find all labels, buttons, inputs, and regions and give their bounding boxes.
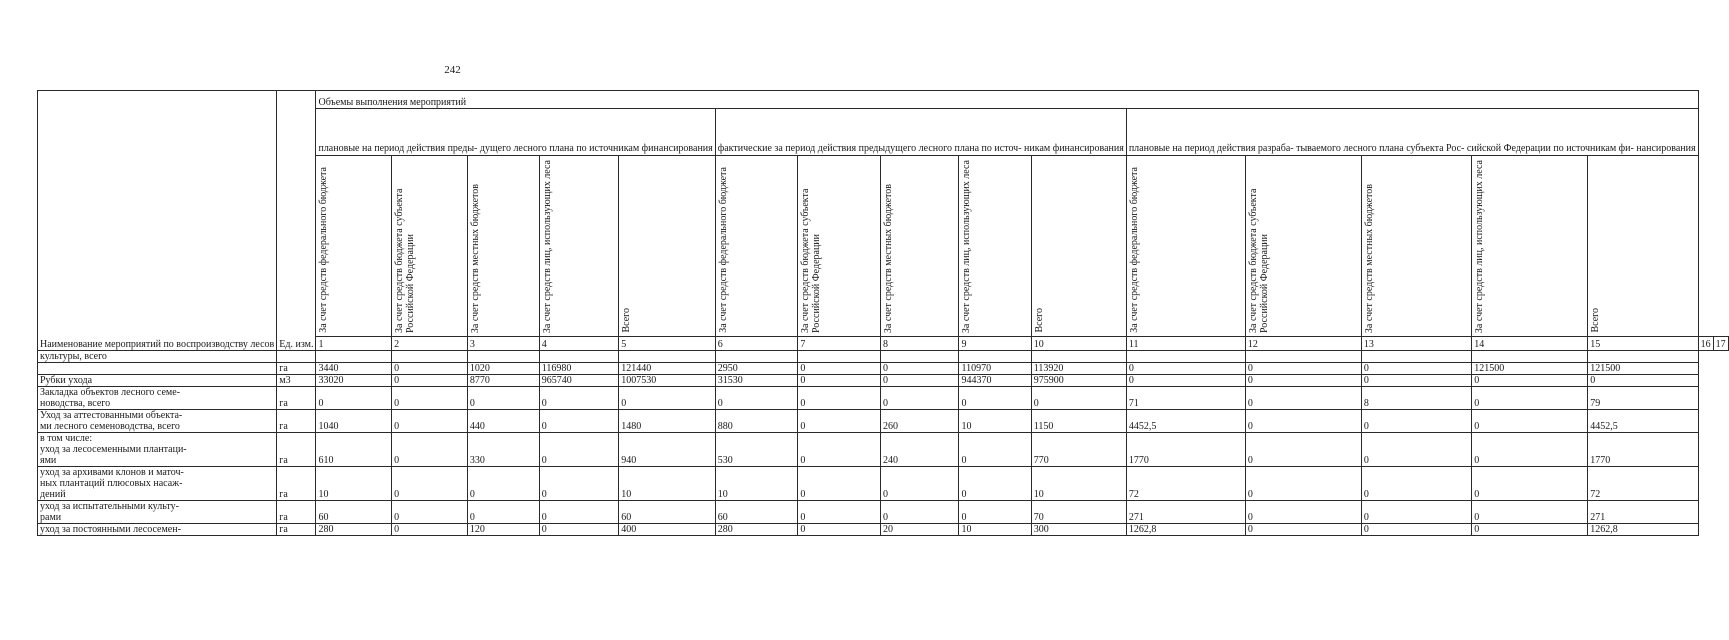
value-cell: 33020 [316,375,392,387]
value-cell: 400 [619,524,716,536]
value-cell: 0 [1472,467,1588,501]
activity-name [38,375,277,387]
value-cell: 260 [880,410,958,433]
value-cell: 2950 [715,363,798,375]
column-number: 14 [1472,337,1588,351]
value-cell: 72 [1588,467,1698,501]
value-cell [392,351,468,363]
column-number: 8 [880,337,958,351]
table-row [38,410,1729,433]
value-cell: 0 [1361,467,1471,501]
funding-source-header [715,156,798,337]
activity-name-line: Рубки ухода [40,375,93,386]
funding-source-header [880,156,958,337]
column-number: 11 [1126,337,1245,351]
value-cell: 0 [798,501,881,524]
activity-name [38,351,277,363]
value-cell: 0 [1472,524,1588,536]
value-cell: 0 [539,410,618,433]
value-cell [539,351,618,363]
value-cell: 0 [1472,387,1588,410]
measures-table [37,90,1729,536]
funding-source-header [959,156,1031,337]
value-cell: 0 [539,467,618,501]
value-cell: 8 [1361,387,1471,410]
value-cell: 0 [798,387,881,410]
activity-name-line: Уход за аттестованными объекта- [40,410,183,421]
table-row [38,524,1729,536]
column-number: 6 [715,337,798,351]
value-cell [316,351,392,363]
funding-source-header [798,156,881,337]
table-row [38,433,1729,467]
funding-source-label: Всего [1590,308,1602,333]
funding-source-header [1361,156,1471,337]
value-cell: 0 [392,363,468,375]
value-cell: 1040 [316,410,392,433]
column-number: 5 [619,337,716,351]
activity-name-line: ми лесного семеноводства, всего [40,421,180,432]
column-number: 12 [1245,337,1361,351]
value-cell: 0 [539,501,618,524]
activity-name-line: уход за постоянными лесосемен- [40,524,181,535]
value-cell: 944370 [959,375,1031,387]
value-cell [798,351,881,363]
funding-source-label: За счет средств лиц, использующих леса [1474,159,1486,333]
column-number: 4 [539,337,618,351]
value-cell: 10 [959,410,1031,433]
value-cell: 0 [392,375,468,387]
column-number: 13 [1361,337,1471,351]
unit-cell: га [277,524,316,536]
funding-source-label: За счет средств лиц, использующих леса [541,159,553,333]
value-cell [1031,351,1126,363]
value-cell: 60 [619,501,716,524]
unit-cell: м3 [277,375,316,387]
table-row [38,351,1729,363]
value-cell: 0 [715,387,798,410]
activity-name-line: рами [40,512,62,523]
table-row [38,467,1729,501]
value-cell: 0 [539,524,618,536]
column-number: 16 [1698,337,1713,351]
value-cell: 1020 [467,363,539,375]
value-cell: 0 [959,467,1031,501]
page-number: 242 [444,64,461,76]
unit-cell: га [277,410,316,433]
funding-source-header [539,156,618,337]
activity-name-line: ями [40,455,57,466]
funding-source-header [1031,156,1126,337]
value-cell: 0 [798,363,881,375]
value-cell: 0 [467,387,539,410]
value-cell: 31530 [715,375,798,387]
value-cell [959,351,1031,363]
value-cell: 1150 [1031,410,1126,433]
value-cell: 121440 [619,363,716,375]
group-planned-current: плановые на период действия разраба- тываемого лесного плана субъекта Рос- сийской Федерации по источникам фи- нансирования [1126,109,1698,156]
funding-source-label: За счет средств бюджета субъекта Российской Федерации [800,188,823,333]
value-cell [619,351,716,363]
column-number: 10 [1031,337,1126,351]
funding-source-label: За счет средств федерального бюджета [1128,167,1140,333]
value-cell: 4452,5 [1588,410,1698,433]
value-cell: 0 [539,433,618,467]
funding-source-label: Всего [1033,308,1045,333]
value-cell: 0 [1245,467,1361,501]
value-cell: 940 [619,433,716,467]
value-cell: 0 [392,410,468,433]
value-cell: 0 [1245,524,1361,536]
activity-name-line [40,364,274,374]
table-row [38,387,1729,410]
value-cell: 300 [1031,524,1126,536]
value-cell [467,351,539,363]
value-cell: 0 [1472,410,1588,433]
value-cell: 0 [316,387,392,410]
unit-cell: га [277,501,316,524]
value-cell: 0 [798,410,881,433]
value-cell: 0 [1361,501,1471,524]
value-cell: 121500 [1588,363,1698,375]
value-cell: 330 [467,433,539,467]
value-cell: 271 [1126,501,1245,524]
activity-name-line: в том числе: [40,433,93,444]
value-cell: 0 [880,363,958,375]
funding-source-label: За счет средств лиц, использующих леса [961,159,973,333]
value-cell: 0 [798,433,881,467]
value-cell: 110970 [959,363,1031,375]
funding-source-header [467,156,539,337]
funding-source-label: За счет средств местных бюджетов [1363,183,1375,333]
unit-cell: га [277,363,316,375]
unit-cell [277,351,316,363]
value-cell: 0 [1361,524,1471,536]
value-cell: 0 [959,433,1031,467]
value-cell: 10 [619,467,716,501]
unit-cell: га [277,387,316,410]
value-cell: 0 [1361,363,1471,375]
table-row [38,501,1729,524]
value-cell: 0 [539,387,618,410]
value-cell: 0 [392,387,468,410]
value-cell: 610 [316,433,392,467]
table-row [38,375,1729,387]
value-cell: 60 [715,501,798,524]
funding-source-label: Всего [621,308,633,333]
value-cell: 0 [1245,387,1361,410]
unit-column-header: Ед. изм. [277,91,316,351]
funding-source-label: За счет средств федерального бюджета [717,167,729,333]
value-cell [1588,351,1698,363]
value-cell: 0 [392,467,468,501]
column-number: 3 [467,337,539,351]
value-cell: 1770 [1588,433,1698,467]
activity-name [38,467,277,501]
value-cell: 0 [392,501,468,524]
value-cell: 0 [1472,433,1588,467]
value-cell [1126,351,1245,363]
value-cell [1361,351,1471,363]
funding-source-label: За счет средств бюджета субъекта Российской Федерации [1247,188,1270,333]
value-cell: 0 [1031,387,1126,410]
value-cell: 0 [619,387,716,410]
funding-source-label: За счет средств бюджета субъекта Российской Федерации [394,188,417,333]
value-cell: 280 [715,524,798,536]
value-cell: 0 [959,501,1031,524]
value-cell: 0 [467,467,539,501]
funding-source-header [392,156,468,337]
value-cell: 240 [880,433,958,467]
value-cell [1472,351,1588,363]
activity-name [38,501,277,524]
value-cell: 10 [959,524,1031,536]
value-cell: 1262,8 [1126,524,1245,536]
value-cell: 0 [1361,410,1471,433]
value-cell: 530 [715,433,798,467]
funding-source-header [1245,156,1361,337]
value-cell: 72 [1126,467,1245,501]
funding-source-label: За счет средств местных бюджетов [882,183,894,333]
activity-name-line: уход за лесосеменными плантаци- [40,444,187,455]
funding-source-header [1126,156,1245,337]
funding-source-header [1588,156,1698,337]
value-cell: 3440 [316,363,392,375]
activity-name [38,363,277,375]
value-cell: 1007530 [619,375,716,387]
value-cell: 120 [467,524,539,536]
value-cell: 440 [467,410,539,433]
value-cell: 0 [1245,410,1361,433]
value-cell: 0 [1126,363,1245,375]
column-number: 7 [798,337,881,351]
value-cell: 0 [1245,501,1361,524]
value-cell: 0 [1361,433,1471,467]
column-number: 17 [1713,337,1728,351]
value-cell: 71 [1126,387,1245,410]
column-number: 15 [1588,337,1698,351]
value-cell: 79 [1588,387,1698,410]
value-cell: 0 [1588,375,1698,387]
column-number: 9 [959,337,1031,351]
funding-source-label: За счет средств федерального бюджета [318,167,330,333]
value-cell: 1770 [1126,433,1245,467]
value-cell [1245,351,1361,363]
activity-name [38,433,277,467]
value-cell: 0 [959,387,1031,410]
unit-cell: га [277,467,316,501]
value-cell: 0 [1245,433,1361,467]
activity-name-line: ных плантаций плюсовых насаж- [40,478,183,489]
value-cell: 1480 [619,410,716,433]
unit-cell: га [277,433,316,467]
value-cell: 975900 [1031,375,1126,387]
value-cell: 0 [798,375,881,387]
value-cell: 0 [880,501,958,524]
value-cell: 0 [798,524,881,536]
value-cell: 20 [880,524,958,536]
activity-name-line: дений [40,489,66,500]
value-cell: 1262,8 [1588,524,1698,536]
value-cell: 0 [1472,375,1588,387]
value-cell: 0 [798,467,881,501]
column-number: 1 [316,337,392,351]
value-cell: 8770 [467,375,539,387]
activity-name [38,387,277,410]
activity-name [38,524,277,536]
value-cell: 0 [392,524,468,536]
value-cell: 116980 [539,363,618,375]
group-actual-previous: фактические за период действия предыдущего лесного плана по источ- никам финансирования [715,109,1126,156]
value-cell: 70 [1031,501,1126,524]
value-cell: 10 [715,467,798,501]
value-cell: 0 [1245,363,1361,375]
activity-name-line: культуры, всего [40,351,107,362]
funding-source-label: За счет средств местных бюджетов [469,183,481,333]
activity-name-line: уход за испытательными культу- [40,501,179,512]
group-planned-previous: плановые на период действия преды- дущего лесного плана по источникам финансирования [316,109,715,156]
name-column-header: Наименование мероприятий по воспроизводству лесов [38,91,277,351]
activity-name-line: новодства, всего [40,398,111,409]
value-cell: 770 [1031,433,1126,467]
value-cell: 271 [1588,501,1698,524]
value-cell: 0 [1126,375,1245,387]
value-cell: 60 [316,501,392,524]
value-cell: 10 [1031,467,1126,501]
value-cell: 121500 [1472,363,1588,375]
value-cell [715,351,798,363]
value-cell: 0 [467,501,539,524]
column-number: 2 [392,337,468,351]
value-cell [880,351,958,363]
value-cell: 113920 [1031,363,1126,375]
funding-source-header [316,156,392,337]
value-cell: 0 [392,433,468,467]
value-cell: 880 [715,410,798,433]
value-cell: 0 [880,375,958,387]
value-cell: 10 [316,467,392,501]
value-cell: 4452,5 [1126,410,1245,433]
activity-name [38,410,277,433]
activity-name-line: Закладка объектов лесного семе- [40,387,181,398]
funding-source-header [619,156,716,337]
value-cell: 0 [1361,375,1471,387]
activity-name-line: уход за архивами клонов и маточ- [40,467,184,478]
funding-source-header [1472,156,1588,337]
table-row [38,363,1729,375]
value-cell: 0 [1472,501,1588,524]
value-cell: 0 [880,467,958,501]
value-cell: 0 [1245,375,1361,387]
value-cell: 965740 [539,375,618,387]
value-cell: 280 [316,524,392,536]
value-cell: 0 [880,387,958,410]
volumes-group-title: Объемы выполнения мероприятий [316,91,1698,109]
